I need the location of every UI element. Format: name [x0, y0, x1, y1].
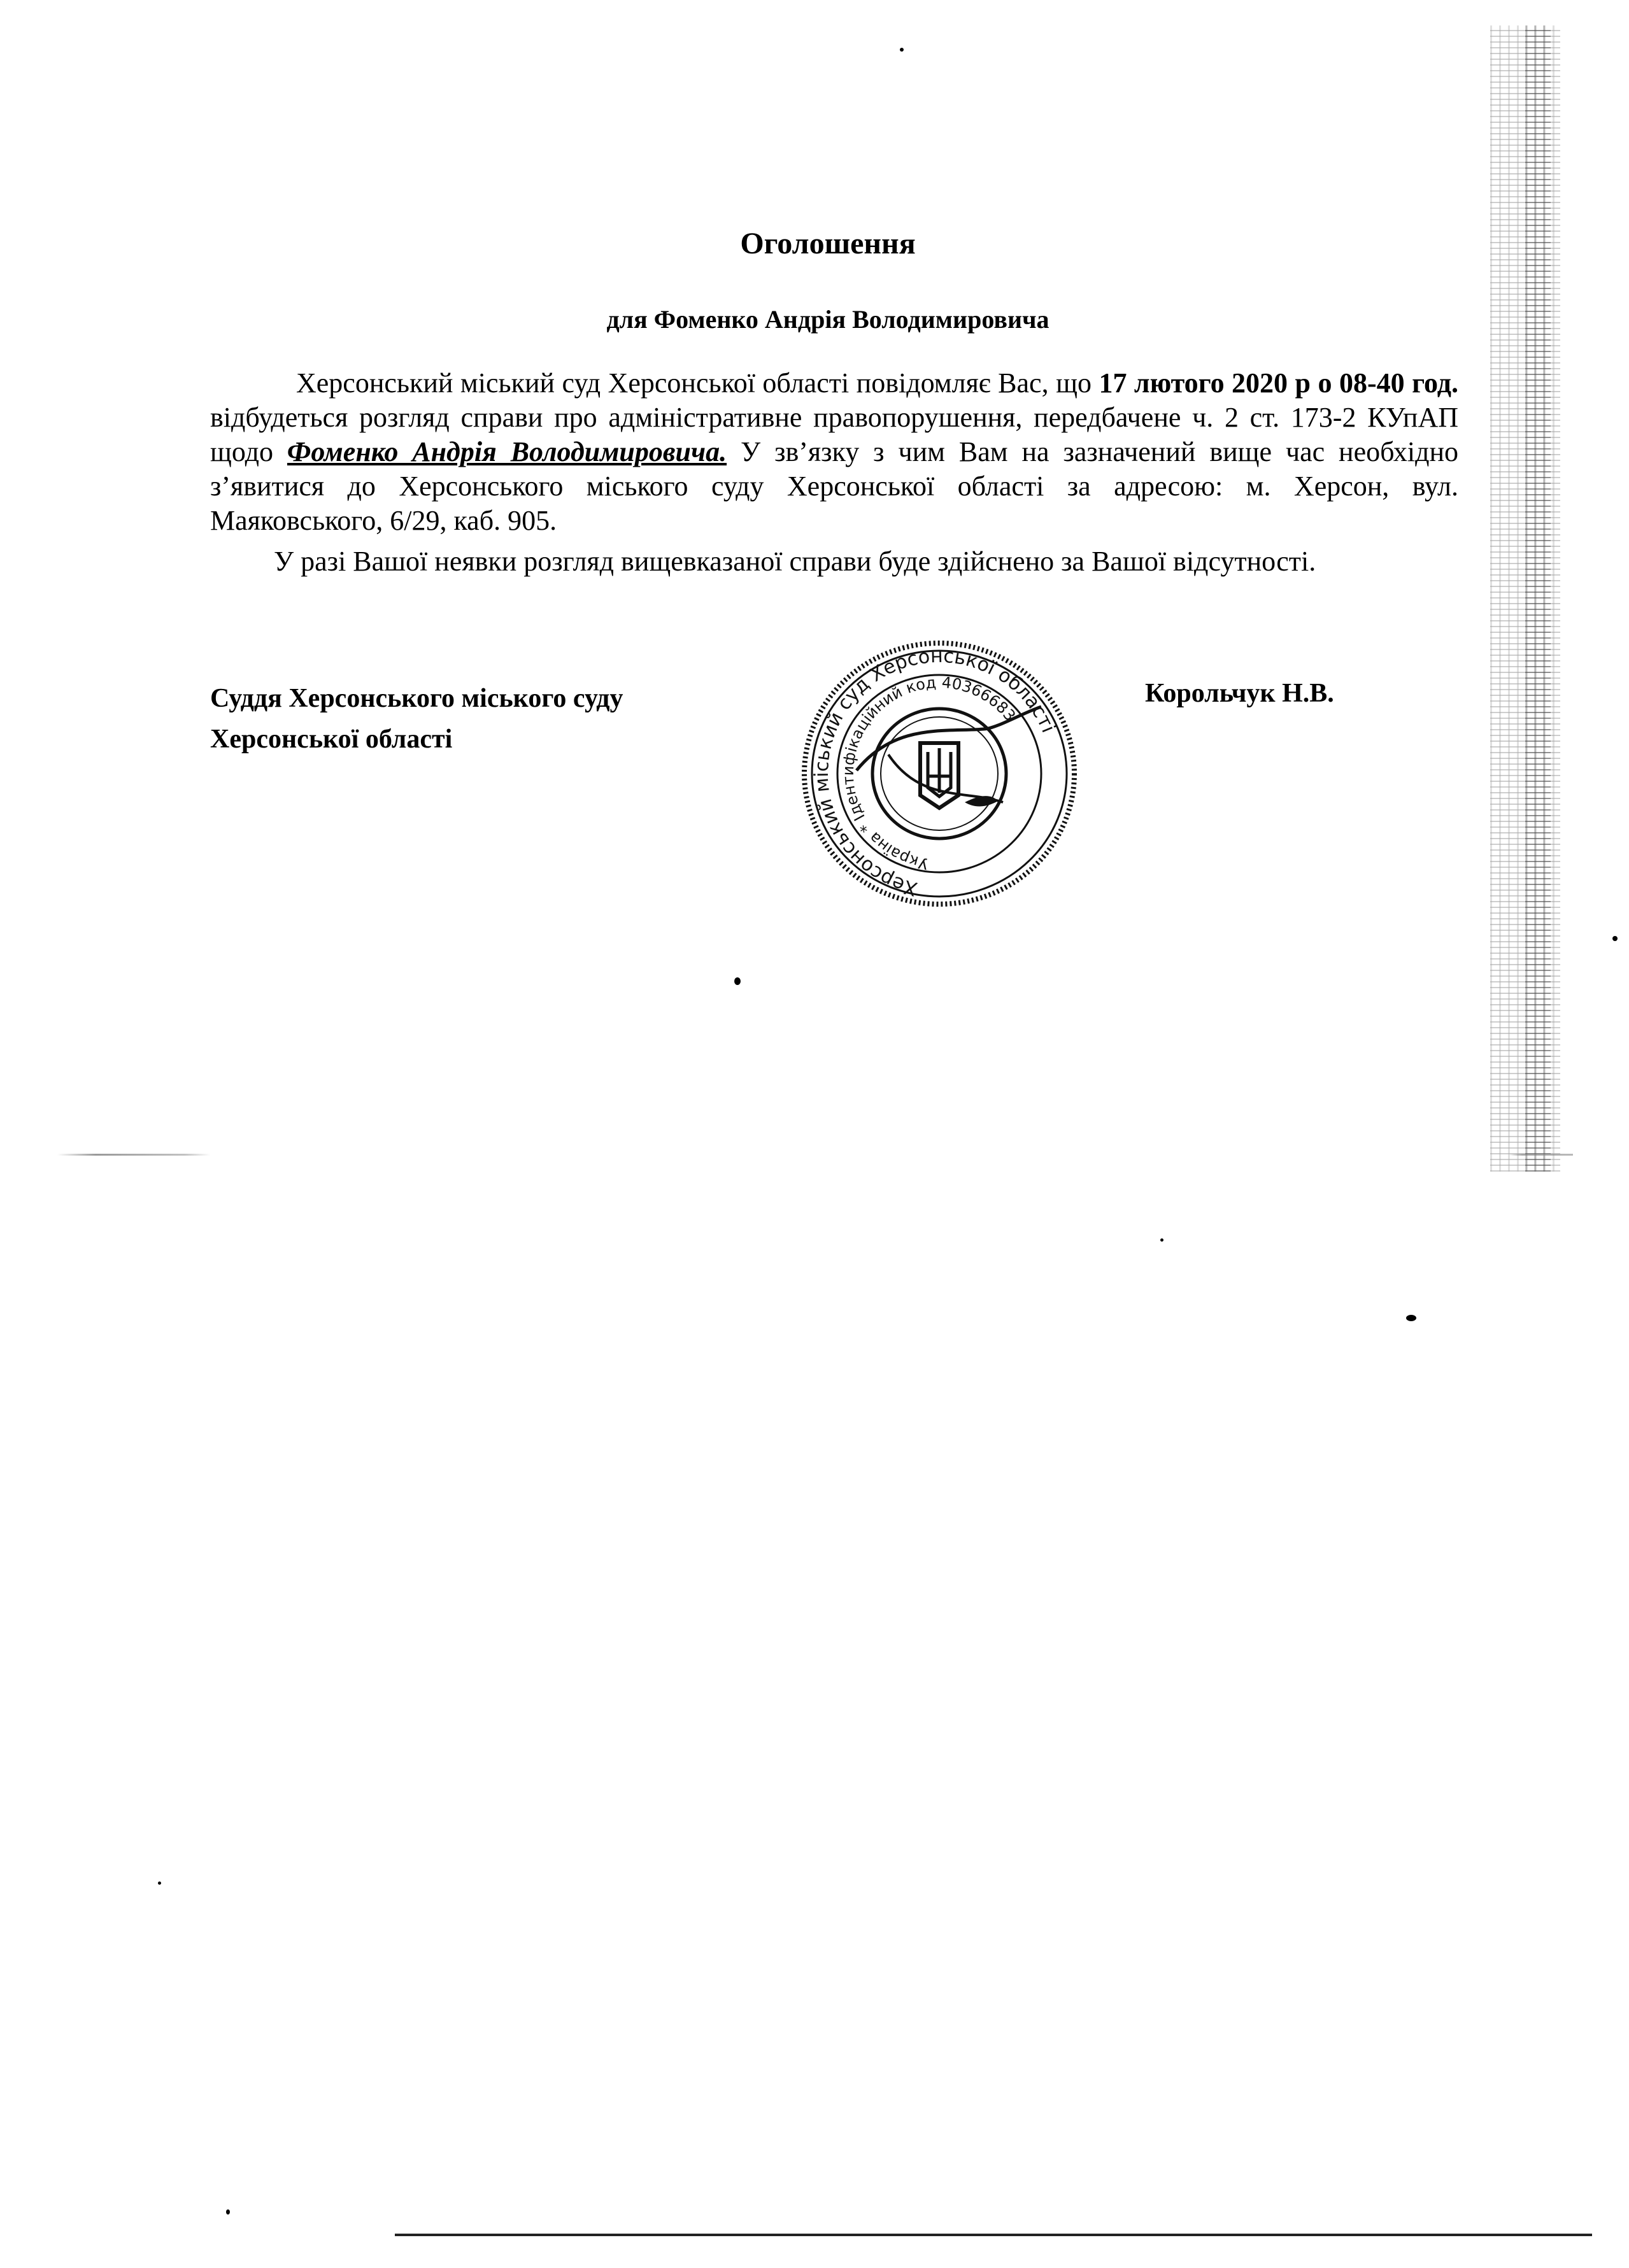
scan-speck	[158, 1882, 161, 1885]
scan-speck	[226, 2209, 230, 2215]
judge-position-line-2: Херсонської області	[210, 725, 453, 754]
ink-blot	[965, 796, 998, 806]
scan-speck	[1612, 936, 1618, 941]
notice-middle: відбудеться розгляд справи про адміністративне правопорушення, передбачене ч. 2 ст. 173-2 КУпАП щодо	[210, 402, 1458, 467]
notice-ending: У зв’язку з чим Вам на зазначений вище час необхідно з’явитися до Херсонського міського суду Херсонської області за адресою: м. Херсон, вул. Маяковського, 6/29, каб. 905.	[210, 436, 1459, 536]
scan-speck	[1160, 1238, 1163, 1242]
hearing-date-time: 17 лютого 2020 р о 08-40 год.	[1099, 367, 1458, 399]
scan-edge-noise	[1525, 25, 1551, 1172]
scan-fold-line	[57, 1154, 1573, 1156]
scan-speck	[734, 977, 741, 985]
notice-body	[210, 366, 1458, 579]
scan-speck	[900, 48, 904, 52]
signature-scribble	[888, 755, 1003, 802]
judge-position-line-1: Суддя Херсонського міського суду	[210, 684, 623, 713]
notice-paragraph-1	[210, 366, 1458, 538]
seal-inner-text: Україна * Ідентифікаційний код 40366683	[839, 673, 1020, 873]
scan-bottom-edge	[395, 2234, 1592, 2236]
judge-position	[210, 678, 623, 760]
person-name: Фоменко Андрія Володимировича.	[287, 436, 727, 467]
recipient-line: для Фоменко Андрія Володимировича	[606, 305, 1049, 334]
judge-name: Корольчук Н.В.	[1145, 679, 1334, 708]
notice-intro: Херсонський міський суд Херсонської області повідомляє Вас, що	[296, 367, 1099, 399]
page-title: Оголошення	[740, 227, 916, 260]
seal-outer-text: Херсонський міський суд Херсонської області	[810, 644, 1060, 900]
notice-paragraph-2: У разі Вашої неявки розгляд вищевказаної справи буде здійснено за Вашої відсутності.	[274, 546, 1316, 577]
scan-speck	[1406, 1315, 1416, 1321]
court-seal-stamp	[774, 611, 1105, 917]
trident-emblem-icon	[920, 743, 958, 808]
